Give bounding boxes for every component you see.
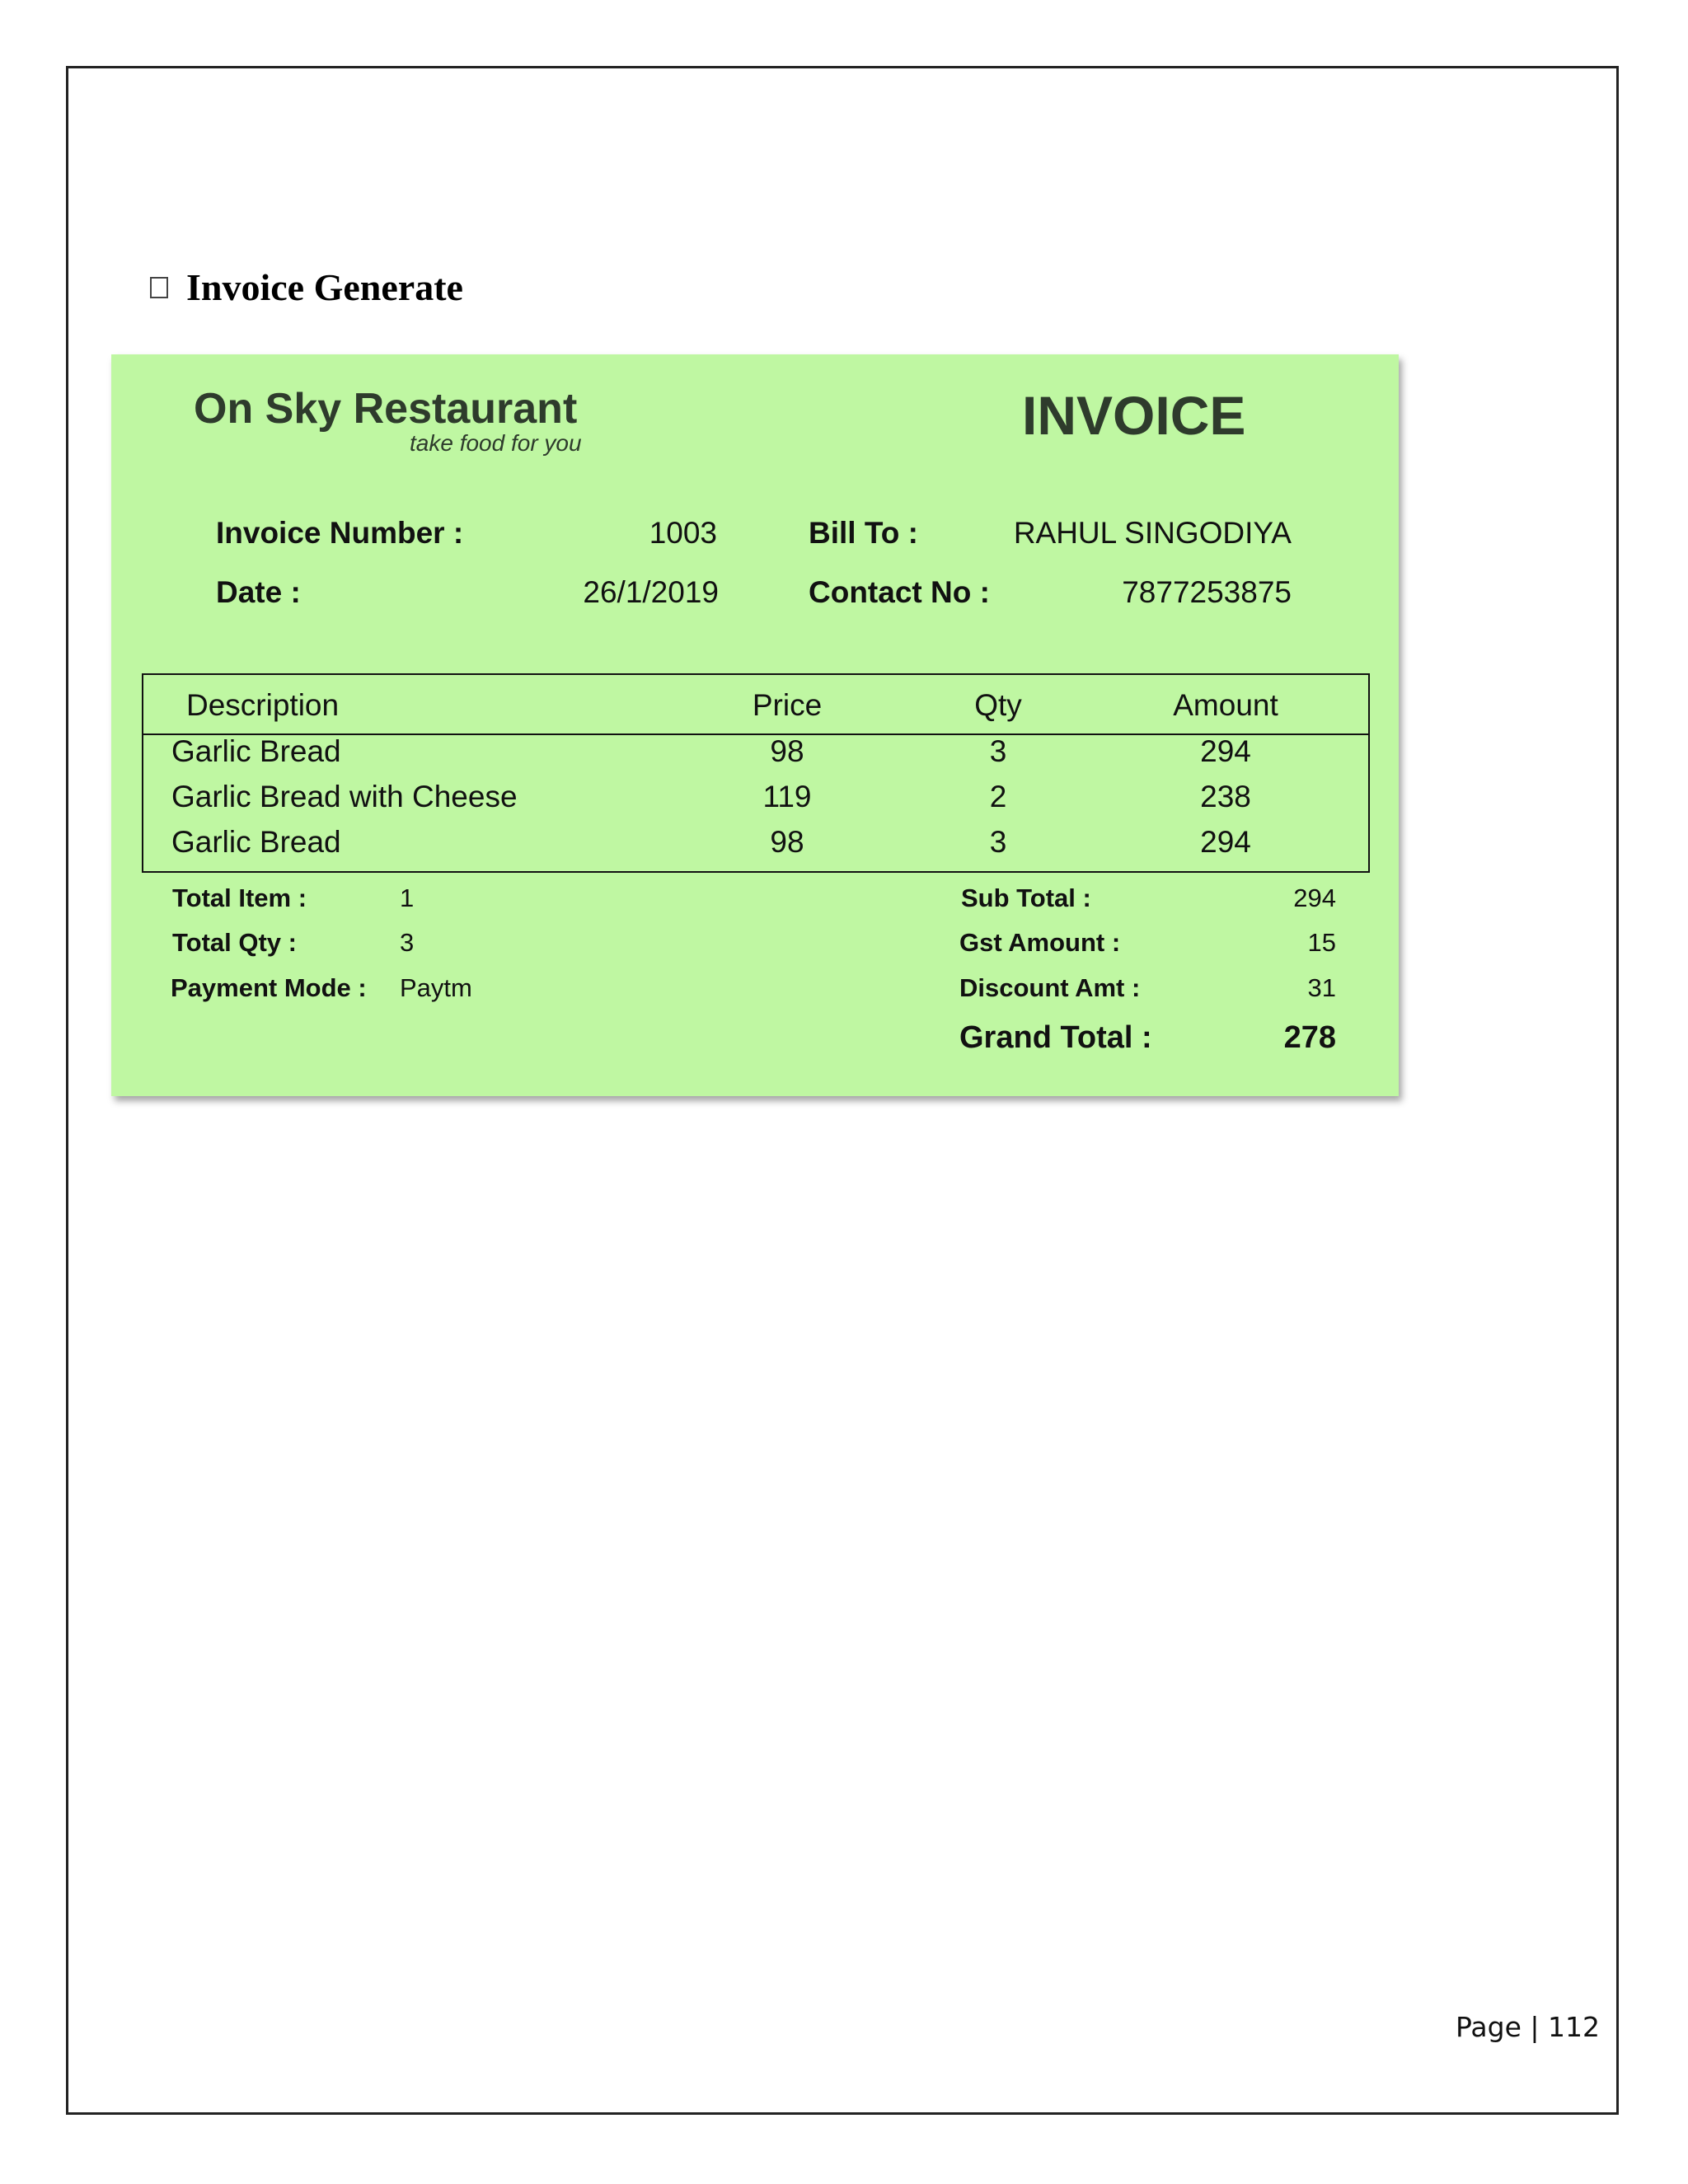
section-heading	[150, 265, 463, 309]
invoice-card	[111, 354, 1399, 1096]
discount-label: Discount Amt :	[959, 973, 1141, 1002]
grand-total-label: Grand Total :	[959, 1020, 1152, 1055]
item-amount: 294	[1200, 825, 1251, 859]
item-description: Garlic Bread with Cheese	[171, 780, 518, 813]
sub-total-value: 294	[1293, 883, 1336, 912]
payment-mode-value: Paytm	[400, 973, 472, 1002]
item-amount: 238	[1200, 780, 1251, 813]
restaurant-tagline: take food for you	[410, 430, 582, 456]
contact-value: 7877253875	[1122, 575, 1292, 609]
item-price: 119	[762, 780, 812, 813]
item-amount: 294	[1200, 734, 1251, 768]
date-label: Date :	[216, 575, 301, 609]
bill-to-label: Bill To :	[809, 516, 918, 550]
bill-to-value: RAHUL SINGODIYA	[1013, 516, 1292, 550]
gst-amount-value: 15	[1307, 928, 1336, 957]
total-qty-value: 3	[400, 928, 415, 957]
item-price: 98	[770, 734, 804, 768]
checkbox-icon	[150, 277, 168, 298]
column-header-price: Price	[752, 688, 823, 722]
page-number: Page | 112	[1456, 2011, 1600, 2043]
grand-total-value: 278	[1283, 1020, 1336, 1055]
item-description: Garlic Bread	[171, 734, 341, 768]
column-header-amount: Amount	[1173, 688, 1278, 722]
restaurant-name: On Sky Restaurant	[194, 385, 578, 433]
item-qty: 3	[989, 734, 1007, 768]
item-description: Garlic Bread	[171, 825, 341, 859]
gst-amount-label: Gst Amount :	[959, 928, 1121, 957]
sub-total-label: Sub Total :	[961, 883, 1091, 912]
item-qty: 2	[989, 780, 1007, 813]
total-item-label: Total Item :	[172, 883, 307, 912]
section-title: Invoice Generate	[186, 266, 463, 308]
contact-label: Contact No :	[809, 575, 990, 609]
invoice-title: INVOICE	[1022, 385, 1246, 446]
discount-value: 31	[1307, 973, 1336, 1002]
item-qty: 3	[989, 825, 1007, 859]
column-header-description: Description	[186, 688, 340, 722]
items-table	[142, 673, 1370, 873]
total-item-value: 1	[400, 883, 415, 912]
total-qty-label: Total Qty :	[172, 928, 297, 957]
invoice-number-value: 1003	[649, 516, 717, 550]
payment-mode-label: Payment Mode :	[171, 973, 367, 1002]
column-header-qty: Qty	[974, 688, 1022, 722]
date-value: 26/1/2019	[583, 575, 719, 609]
invoice-number-label: Invoice Number :	[216, 516, 464, 550]
item-price: 98	[770, 825, 804, 859]
